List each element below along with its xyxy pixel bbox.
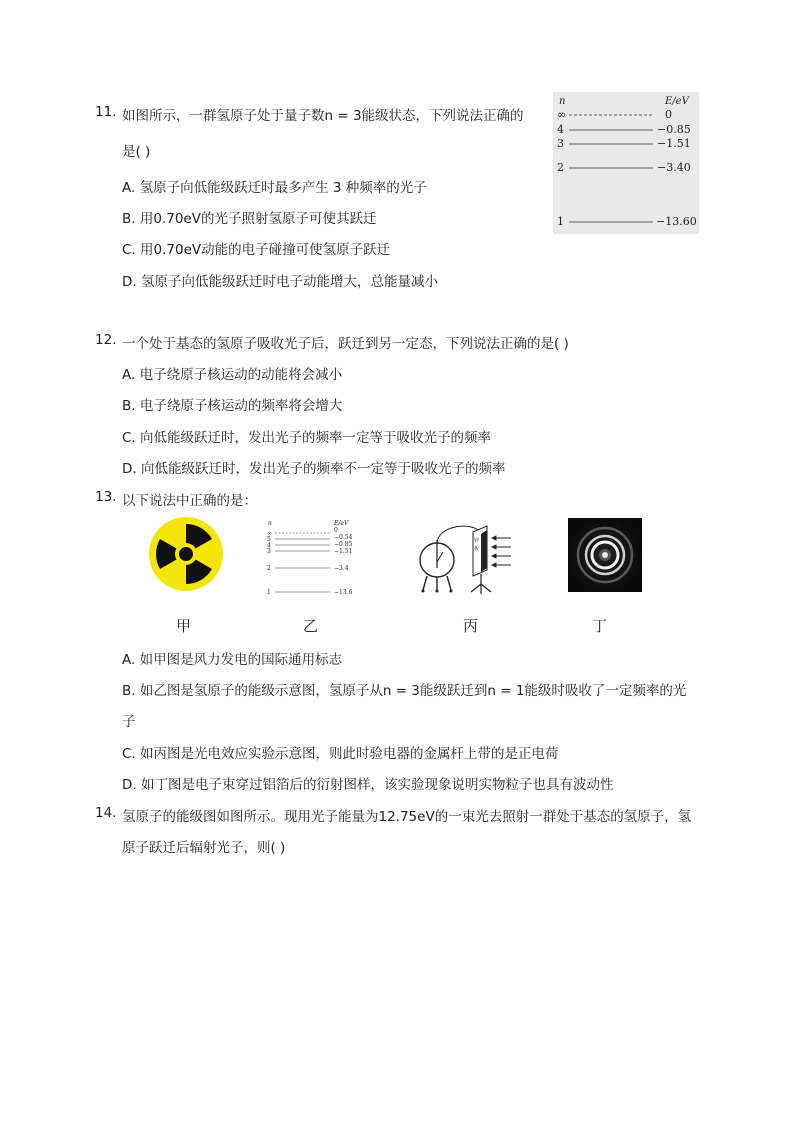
question-13-option-c[interactable]: C. 如丙图是光电效应实验示意图，则此时验电器的金属杆上带的是正电荷 — [122, 746, 559, 762]
question-12-option-a[interactable]: A. 电子绕原子核运动的动能将会减小 — [122, 367, 343, 383]
level-n-3: 3 — [557, 137, 564, 150]
small-level-e-3: −1.51 — [334, 548, 353, 555]
diffraction-pattern-figure — [568, 518, 642, 592]
question-13-option-b[interactable]: B. 如乙图是氢原子的能级示意图，氢原子从n = 3能级跃迁到n = 1能级时吸收了一定频率的光 — [122, 683, 687, 699]
question-11-option-b[interactable]: B. 用0.70eV的光子照射氢原子可使其跃迁 — [122, 211, 377, 227]
small-level-e-inf: 0 — [334, 527, 338, 534]
question-14-number: 14. — [95, 805, 117, 821]
question-13-option-d[interactable]: D. 如丁图是电子束穿过铝箔后的衍射图样，该实验现象说明实物粒子也具有波动性 — [122, 777, 614, 793]
level-n-inf: ∞ — [557, 108, 567, 121]
level-e-2: −3.40 — [657, 161, 691, 174]
small-level-n-5: 5 — [267, 536, 271, 543]
question-14-stem-line2: 原子跃迁后辐射光子，则( ) — [122, 840, 286, 856]
question-13-option-a[interactable]: A. 如甲图是风力发电的国际通用标志 — [122, 652, 343, 668]
question-11-option-d[interactable]: D. 氢原子向低能级跃迁时电子动能增大，总能量减小 — [122, 274, 438, 290]
small-diagram-e-header: E/eV — [334, 520, 349, 527]
question-12-option-d[interactable]: D. 向低能级跃迁时，发出光子的频率不一定等于吸收光子的频率 — [122, 461, 506, 477]
diagram-e-header: E/eV — [665, 96, 689, 107]
question-11-stem-line2: 是( ) — [122, 144, 151, 160]
zinc-plate-label-1: 锌 — [474, 538, 480, 544]
figure-label-yi: 乙 — [303, 617, 319, 635]
question-11-option-c[interactable]: C. 用0.70eV动能的电子碰撞可使氢原子跃迁 — [122, 242, 391, 258]
question-12-number: 12. — [95, 332, 117, 348]
small-level-e-1: −13.6 — [334, 589, 353, 596]
level-n-1: 1 — [557, 215, 564, 228]
small-level-n-4: 4 — [267, 542, 271, 549]
question-11-stem-line1: 如图所示，一群氢原子处于量子数n = 3能级状态，下列说法正确的 — [122, 108, 524, 124]
question-13-stem: 以下说法中正确的是： — [122, 493, 257, 509]
small-level-n-3: 3 — [267, 548, 271, 555]
small-level-e-2: −3.4 — [334, 565, 349, 572]
level-e-1: −13.60 — [656, 215, 697, 228]
question-11-option-a[interactable]: A. 氢原子向低能级跃迁时最多产生 3 种频率的光子 — [122, 180, 427, 196]
figure-label-ding: 丁 — [592, 617, 608, 635]
zinc-plate-label-2: 板 — [474, 546, 480, 552]
energy-level-diagram — [553, 92, 699, 234]
question-12-option-b[interactable]: B. 电子绕原子核运动的频率将会增大 — [122, 398, 343, 414]
diagram-n-header: n — [559, 96, 566, 107]
diffraction-rings-icon — [568, 518, 642, 592]
question-14-stem-line1: 氢原子的能级图如图所示。现用光子能量为12.75eV的一束光去照射一群处于基态的氢原子，氢 — [122, 809, 692, 825]
level-e-3: −1.51 — [657, 137, 691, 150]
small-level-n-2: 2 — [267, 565, 271, 572]
question-12-option-c[interactable]: C. 向低能级跃迁时，发出光子的频率一定等于吸收光子的频率 — [122, 430, 492, 446]
small-level-n-inf: ∞ — [267, 530, 272, 537]
level-e-inf: 0 — [665, 108, 672, 121]
photoelectric-experiment-figure — [415, 518, 525, 598]
question-13-number: 13. — [95, 489, 117, 505]
small-level-e-4: −0.85 — [334, 541, 353, 548]
small-level-e-5: −0.54 — [334, 534, 353, 541]
level-n-4: 4 — [557, 123, 564, 136]
figure-label-bing: 丙 — [463, 617, 479, 635]
radiation-icon — [148, 516, 224, 592]
small-energy-level-diagram — [262, 518, 362, 598]
radiation-symbol-figure — [148, 516, 224, 592]
light-arrows-icon — [492, 536, 511, 567]
question-13-option-b-continued: 子 — [122, 714, 136, 730]
level-n-2: 2 — [557, 161, 564, 174]
small-diagram-n-header: n — [268, 520, 272, 527]
question-11-number: 11. — [95, 104, 117, 120]
level-e-4: −0.85 — [657, 123, 691, 136]
small-level-n-1: 1 — [267, 589, 271, 596]
question-12-stem: 一个处于基态的氢原子吸收光子后，跃迁到另一定态，下列说法正确的是( ) — [122, 336, 569, 352]
figure-label-jia: 甲 — [176, 617, 192, 635]
